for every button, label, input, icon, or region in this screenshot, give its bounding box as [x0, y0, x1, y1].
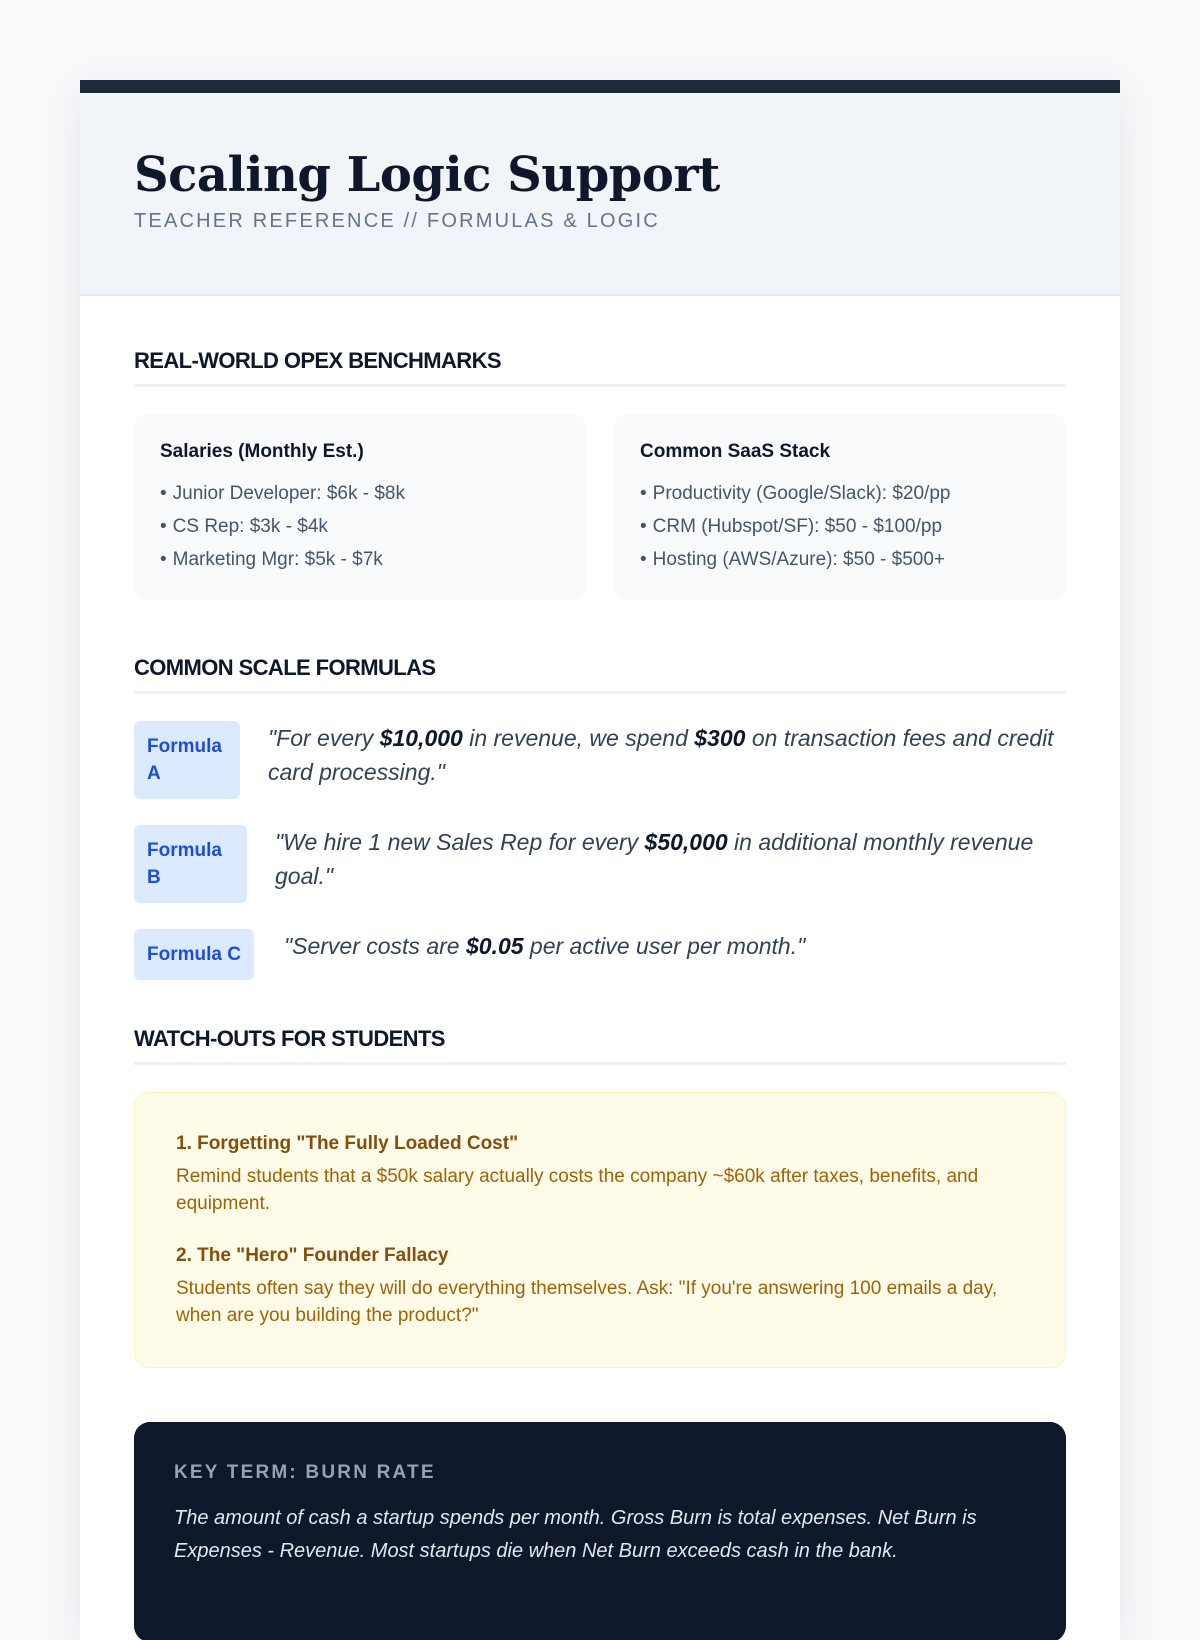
salaries-box [134, 414, 586, 600]
section-title-formulas: COMMON SCALE FORMULAS [134, 655, 1066, 694]
header [80, 93, 1120, 296]
formula-text-part: "For every [268, 725, 380, 751]
benchmarks-row [134, 414, 1066, 600]
list-item-text: Junior Developer: $6k - $8k [172, 483, 405, 504]
formula-text [284, 929, 805, 963]
benchmarks-section [134, 348, 1066, 600]
key-term-box [134, 1422, 1066, 1640]
section-title-watchouts: WATCH-OUTS FOR STUDENTS [134, 1026, 1066, 1065]
list-item [160, 477, 560, 510]
watchout-body: Remind students that a $50k salary actually costs the company ~$60k after taxes, benefits, and equipment. [176, 1166, 979, 1214]
formula-badge: Formula A [134, 721, 240, 799]
bullet: • [640, 483, 647, 504]
formula-text-part: on transaction fees and credit card processing." [268, 725, 1054, 785]
section-title-benchmarks: REAL-WORLD OPEX BENCHMARKS [134, 348, 1066, 387]
formula-text-part: per active user per month." [523, 933, 806, 959]
key-term-body: The amount of cash a startup spends per month. Gross Burn is total expenses. Net Burn is Expenses - Revenue. Most startups die when Net Burn exceeds cash in the bank. [174, 1507, 977, 1562]
key-term-title: KEY TERM: BURN RATE [174, 1462, 436, 1483]
list-item-text: CS Rep: $3k - $4k [172, 516, 328, 537]
formula-text-part: "We hire 1 new Sales Rep for every [275, 829, 645, 855]
list-item [640, 543, 1040, 576]
content [80, 296, 1120, 1640]
salaries-heading: Salaries (Monthly Est.) [160, 441, 364, 462]
watchout-item [176, 1133, 1025, 1217]
formula-row-a [134, 721, 1066, 799]
formula-text-part: in revenue, we spend [462, 725, 695, 751]
formula-text-part: "Server costs are [283, 933, 466, 959]
bullet: • [640, 549, 647, 570]
formula-amount: $0.05 [465, 933, 524, 959]
saas-heading: Common SaaS Stack [640, 441, 831, 462]
list-item [640, 477, 1040, 510]
formula-badge: Formula C [134, 929, 254, 980]
formula-row-b [134, 825, 1066, 903]
bullet: • [640, 516, 647, 537]
bullet: • [160, 483, 167, 504]
reference-card [80, 80, 1120, 1640]
page-subtitle: TEACHER REFERENCE // FORMULAS & LOGIC [134, 209, 660, 232]
formula-badge: Formula B [134, 825, 247, 903]
list-item [160, 543, 560, 576]
formula-text [268, 721, 1066, 789]
list-item-text: Productivity (Google/Slack): $20/pp [652, 483, 951, 504]
watchouts-section [134, 1026, 1066, 1368]
watchout-item [176, 1245, 1025, 1329]
watchouts-box [134, 1092, 1066, 1368]
formula-amount: $10,000 [379, 725, 463, 751]
formula-amount: $50,000 [644, 829, 728, 855]
page-title: Scaling Logic Support [134, 147, 720, 203]
list-item [160, 510, 560, 543]
list-item [640, 510, 1040, 543]
watchout-heading: 1. Forgetting "The Fully Loaded Cost" [176, 1133, 519, 1154]
watchout-body: Students often say they will do everything themselves. Ask: "If you're answering 100 emails a day, when are you building the product?" [176, 1278, 998, 1326]
bullet: • [160, 549, 167, 570]
formula-text-part: in additional monthly revenue goal." [275, 829, 1034, 889]
formula-amount: $300 [694, 725, 746, 751]
bullet: • [160, 516, 167, 537]
list-item-text: CRM (Hubspot/SF): $50 - $100/pp [652, 516, 943, 537]
formulas-section [134, 655, 1066, 980]
list-item-text: Hosting (AWS/Azure): $50 - $500+ [652, 549, 946, 570]
formula-text [275, 825, 1066, 893]
formula-row-c [134, 929, 1066, 980]
saas-box [614, 414, 1066, 600]
list-item-text: Marketing Mgr: $5k - $7k [172, 549, 383, 570]
watchout-heading: 2. The "Hero" Founder Fallacy [176, 1245, 449, 1266]
